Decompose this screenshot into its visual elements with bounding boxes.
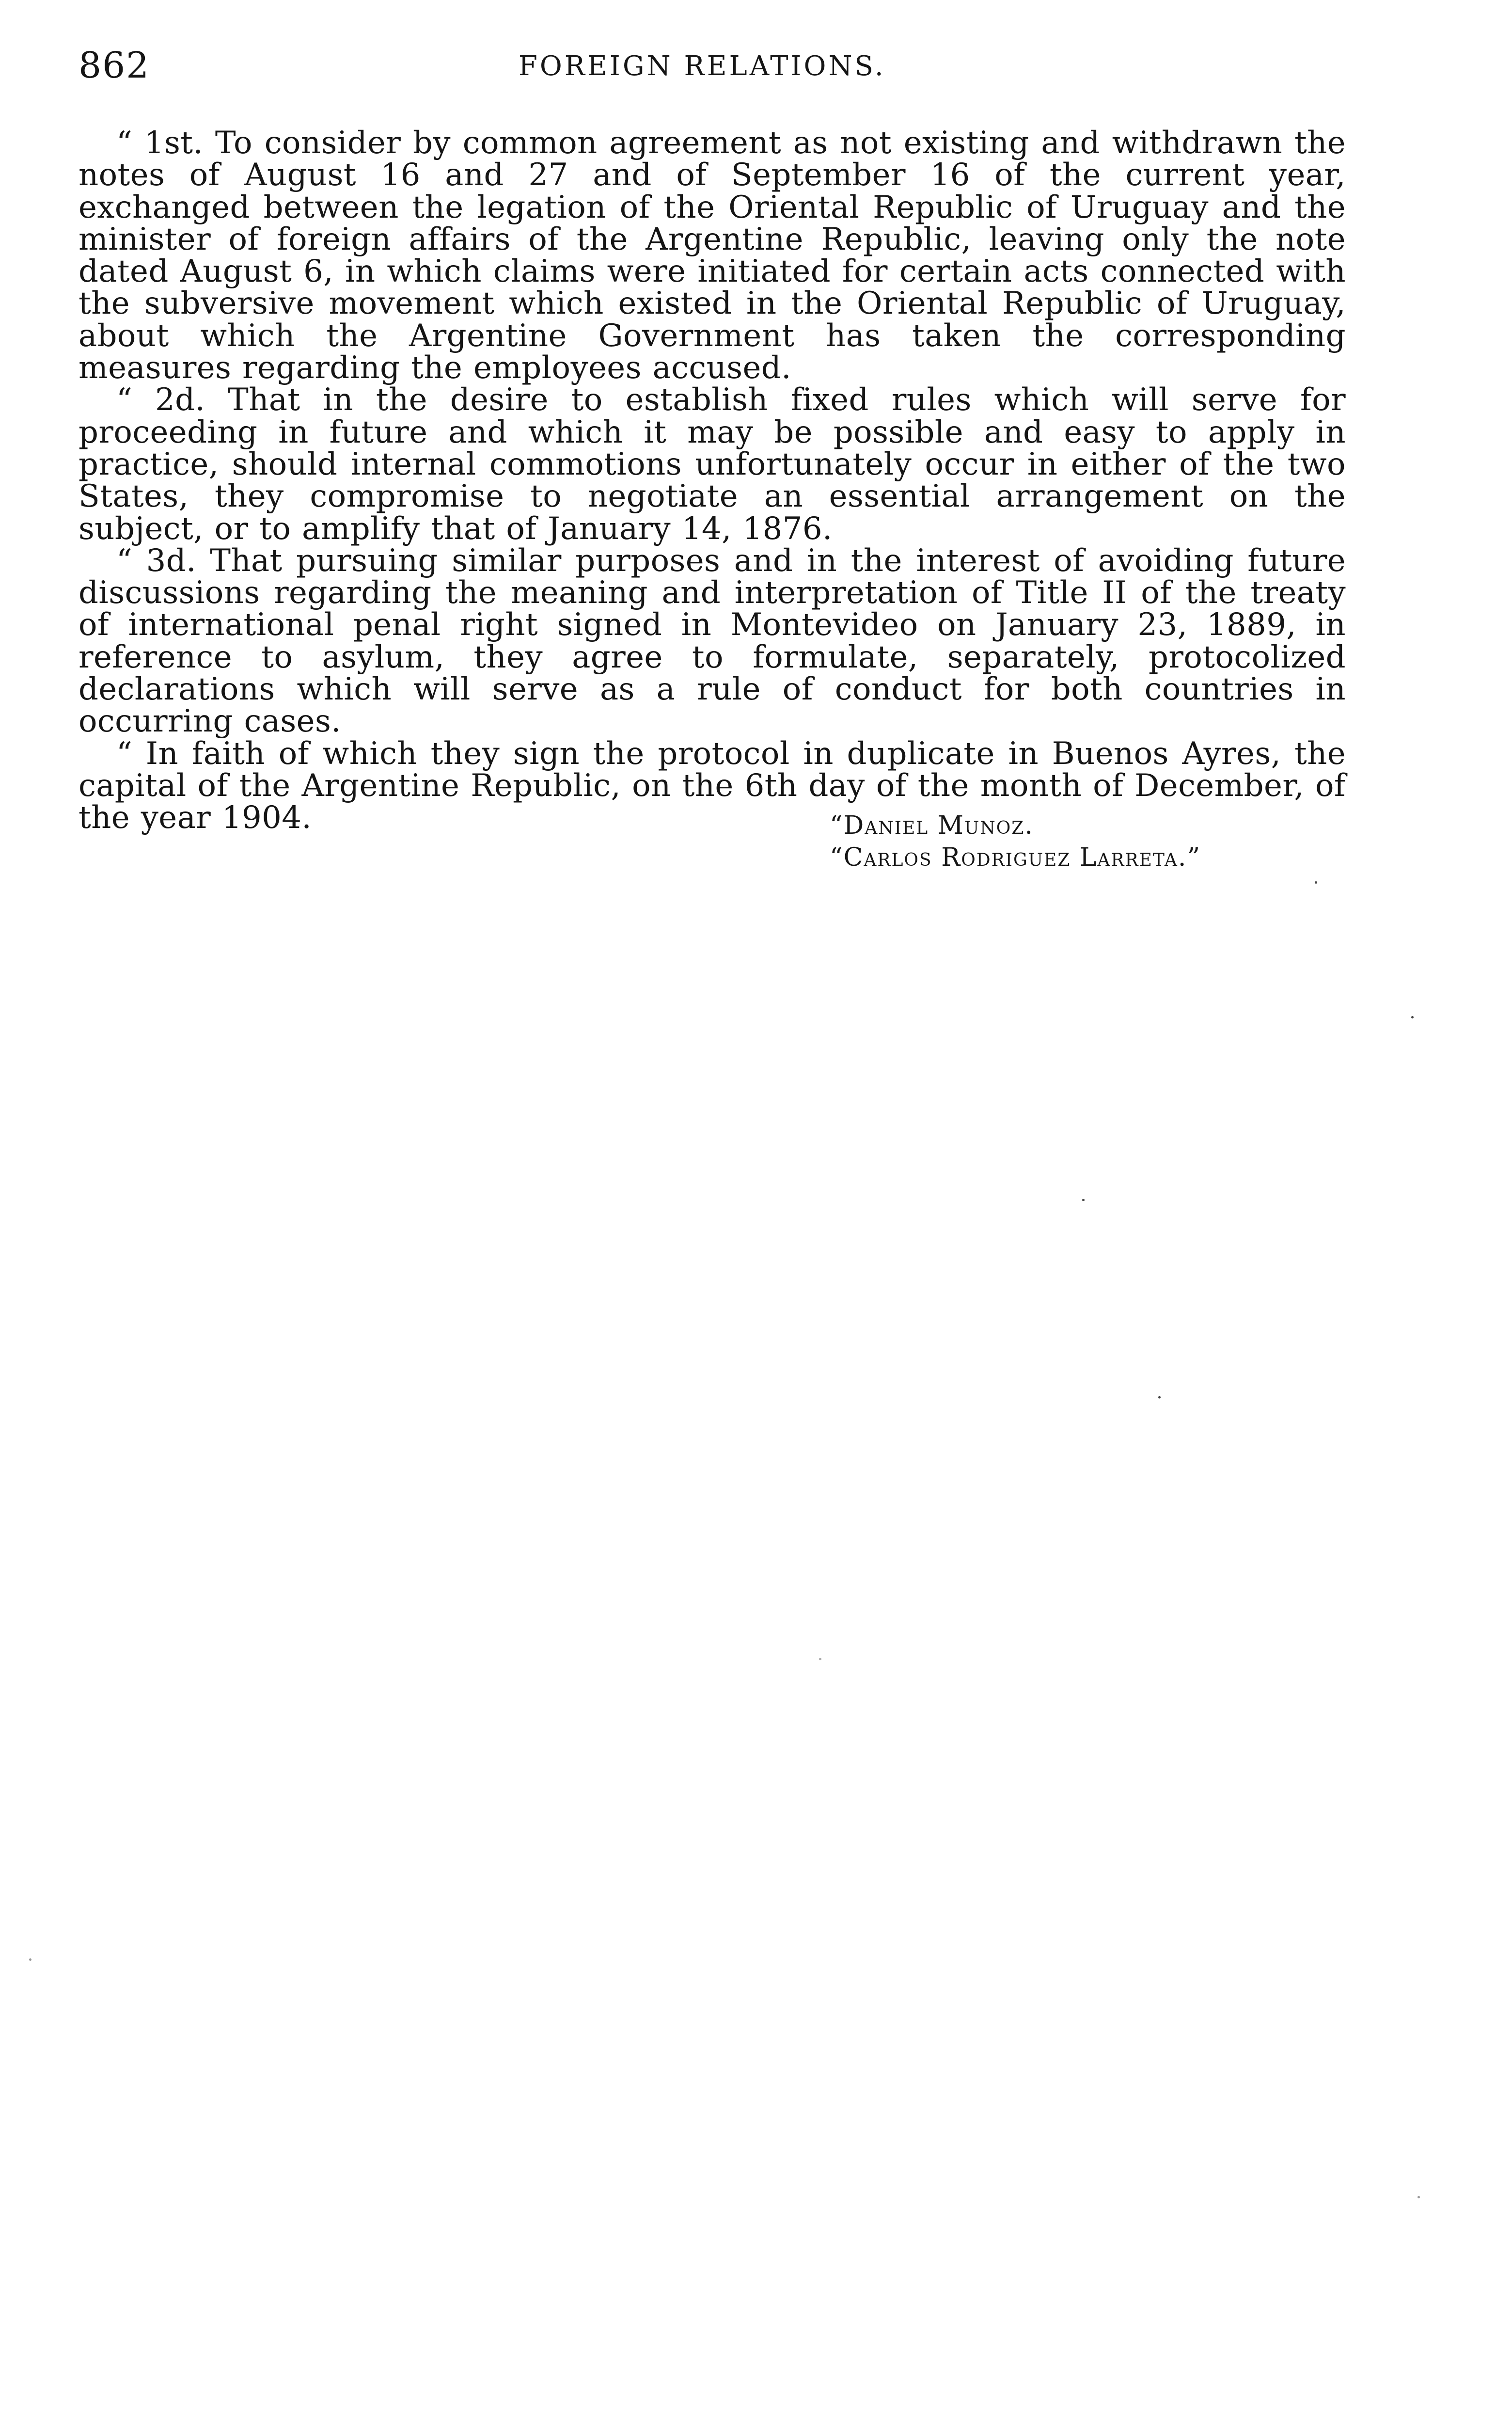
- scan-speck: [1418, 2196, 1420, 2198]
- running-head: FOREIGN RELATIONS.: [519, 50, 886, 82]
- paragraph-third-article: “ 3d. That pursuing similar purposes and in the interest of avoiding future discussions regarding the meaning and interpretation of Title II of the treaty of international penal right signed in Montevideo on January 23, 1889, in reference to asylum, they agree to formulate, separately, protocolized declarations which will serve as a rule of conduct for both countries in occurring cases.: [79, 542, 1346, 740]
- signature-carlos-rodriguez-larreta: “Carlos Rodriguez Larreta.”: [830, 843, 1201, 872]
- signature-daniel-munoz: “Daniel Munoz.: [830, 811, 1034, 840]
- signature-block: [830, 810, 1363, 874]
- scan-speck: [1411, 1016, 1414, 1018]
- page-number: 862: [79, 45, 150, 86]
- scan-speck: [29, 1958, 32, 1961]
- scan-speck: [1082, 1199, 1085, 1201]
- scan-speck: [1315, 881, 1317, 884]
- body-text: [79, 127, 1346, 834]
- scan-speck: [1158, 1396, 1161, 1399]
- paragraph-first-article: “ 1st. To consider by common agreement as not existing and withdrawn the notes of August 16 and 27 and of September 16 of the current year, exchanged between the legation of the Oriental Republic of Uruguay and the minister of foreign affairs of the Argentine Republic, leaving only the note dated August 6, in which claims were initiated for certain acts connected with the subversive movement which existed in the Oriental Republic of Uruguay, about which the Argentine Government has taken the corresponding measures regarding the employees accused.: [79, 125, 1346, 386]
- page-header: [73, 45, 1347, 88]
- paragraph-second-article: “ 2d. That in the desire to establish fixed rules which will serve for proceeding in future and which it may be possible and easy to apply in practice, should internal commotions unfortunately occur in either of the two States, they compromise to negotiate an essential arrangement on the subject, or to amplify that of January 14, 1876.: [79, 382, 1346, 547]
- scan-speck: [819, 1658, 821, 1660]
- paragraph-closing: “ In faith of which they sign the protocol in duplicate in Buenos Ayres, the capital of the Argentine Republic, on the 6th day of the month of December, of the year 1904.: [79, 735, 1346, 836]
